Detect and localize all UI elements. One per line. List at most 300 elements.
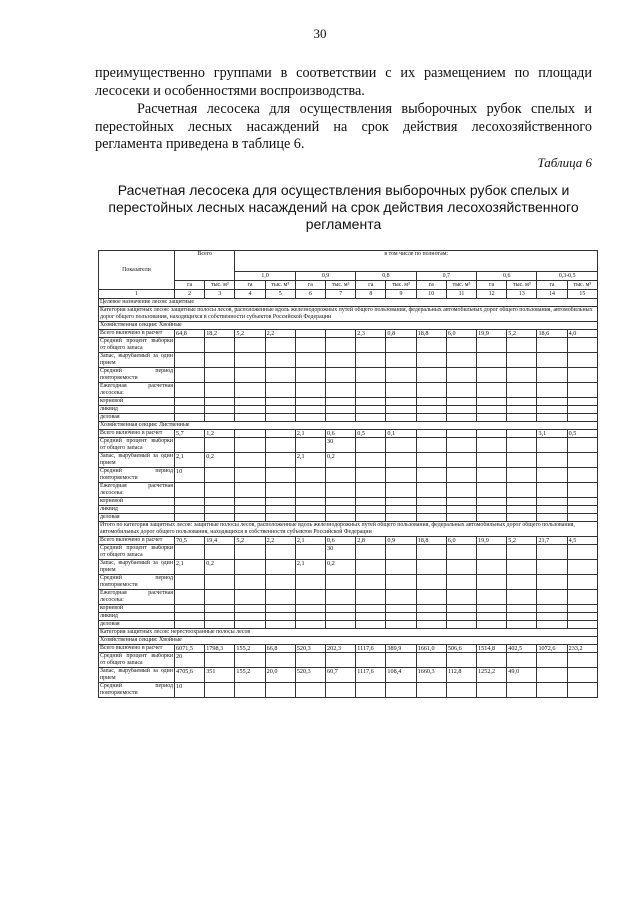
table-cell <box>235 653 265 668</box>
table-cell <box>507 514 537 522</box>
table-cell: 30 <box>326 545 356 560</box>
header-unit: га <box>295 281 325 290</box>
table-cell <box>446 514 476 522</box>
table-cell <box>446 575 476 590</box>
table-cell: 64,8 <box>175 330 205 338</box>
table-cell <box>446 545 476 560</box>
table-row <box>99 575 598 590</box>
table-cell: 18,2 <box>205 330 235 338</box>
table-cell <box>205 383 235 398</box>
table-cell: 19,4 <box>205 537 235 545</box>
table-cell <box>507 683 537 698</box>
table-cell <box>295 438 325 453</box>
table-cell <box>235 590 265 605</box>
table-cell <box>386 621 416 629</box>
table-cell <box>567 438 597 453</box>
table-cell <box>477 414 507 422</box>
table-cell <box>416 545 446 560</box>
table-cell: 6071,5 <box>175 645 205 653</box>
table-cell <box>295 468 325 483</box>
section-label: Хозяйственная секция: Хвойные <box>99 322 598 330</box>
table-section-row <box>99 522 598 537</box>
table-cell: 49,0 <box>507 668 537 683</box>
table-cell <box>567 468 597 483</box>
table-row <box>99 590 598 605</box>
table-cell <box>326 383 356 398</box>
table-cell <box>356 605 386 613</box>
table-cell <box>446 353 476 368</box>
table-cell <box>175 483 205 498</box>
table-cell <box>477 338 507 353</box>
table-cell <box>205 613 235 621</box>
row-label: Запас, вырубаемый за один прием <box>100 453 173 466</box>
table-cell <box>205 590 235 605</box>
table-cell <box>386 560 416 575</box>
table-cell: 4,5 <box>567 537 597 545</box>
table-cell <box>537 438 567 453</box>
table-row <box>99 438 598 453</box>
section-label: Хозяйственная секция: Хвойные <box>99 637 598 645</box>
table-cell: 351 <box>205 668 235 683</box>
table-cell <box>567 398 597 406</box>
table-cell <box>356 621 386 629</box>
table-cell <box>265 468 295 483</box>
table-cell <box>356 575 386 590</box>
table-cell <box>265 590 295 605</box>
table-cell <box>326 368 356 383</box>
section-label: Итого по категория защитных лесов: защитные полосы лесов, расположенные вдоль железнодорожных путей общего пользования, федеральных автомобильных дорог общего пользования, автомобильных дорог общего пользования, находящихся в собственности субъектов Российской Федерации <box>99 522 598 537</box>
table-cell <box>265 353 295 368</box>
row-label: Запас, вырубаемый за один прием <box>100 353 173 366</box>
table-cell <box>416 414 446 422</box>
table-cell <box>356 560 386 575</box>
section-label: Хозяйственная секция: Лиственные <box>99 422 598 430</box>
table-cell <box>175 406 205 414</box>
table-cell: 66,8 <box>265 645 295 653</box>
table-cell <box>446 406 476 414</box>
table-cell <box>416 353 446 368</box>
row-label: ликвид <box>99 406 175 414</box>
table-cell <box>175 506 205 514</box>
table-cell <box>235 406 265 414</box>
table-cell: 0,5 <box>567 430 597 438</box>
table-row <box>99 621 598 629</box>
table-cell <box>326 468 356 483</box>
table-cell <box>386 590 416 605</box>
table-row <box>99 368 598 383</box>
header-density: 0,6 <box>477 272 537 281</box>
table-row <box>99 338 598 353</box>
row-label: Всего включено в расчет <box>99 645 175 653</box>
table-cell <box>356 368 386 383</box>
row-label: Средний период повторяемости <box>100 575 173 588</box>
table-cell: 402,5 <box>507 645 537 653</box>
table-cell <box>477 621 507 629</box>
table-cell: 6,0 <box>446 330 476 338</box>
row-label: деловая <box>99 414 175 422</box>
table-cell <box>416 438 446 453</box>
row-label: Средний процент выборки от общего запаса <box>100 438 173 451</box>
row-label: Средний период повторяемости <box>100 368 173 381</box>
table-cell <box>507 613 537 621</box>
table-cell <box>386 605 416 613</box>
row-label: корневой <box>99 398 175 406</box>
table-cell <box>537 545 567 560</box>
table-cell <box>326 514 356 522</box>
table-cell <box>386 383 416 398</box>
row-label: деловая <box>99 514 175 522</box>
table-cell <box>416 605 446 613</box>
row-label: корневой <box>99 605 175 613</box>
table-cell <box>386 483 416 498</box>
table-cell <box>537 575 567 590</box>
table-cell <box>416 368 446 383</box>
table-cell <box>507 483 537 498</box>
table-cell <box>235 506 265 514</box>
table-cell <box>265 383 295 398</box>
header-by-density: в том числе по полнотам: <box>235 251 598 272</box>
table-cell <box>477 398 507 406</box>
header-column-number: 8 <box>356 290 386 299</box>
table-section-row <box>99 629 598 637</box>
table-cell <box>507 590 537 605</box>
table-cell <box>175 545 205 560</box>
table-cell: 2,1 <box>295 560 325 575</box>
table-cell <box>175 514 205 522</box>
table-cell <box>295 605 325 613</box>
table-cell <box>386 453 416 468</box>
table-cell: 18,8 <box>416 537 446 545</box>
table-row <box>99 406 598 414</box>
table-cell <box>416 590 446 605</box>
section-label: Целевое назначение лесов: защитные <box>99 299 598 307</box>
table-cell <box>537 498 567 506</box>
table-cell <box>235 383 265 398</box>
table-cell <box>386 613 416 621</box>
table-cell: 1,2 <box>205 430 235 438</box>
table-cell <box>235 453 265 468</box>
table-cell <box>295 414 325 422</box>
table-cell <box>567 605 597 613</box>
header-column-number: 6 <box>295 290 325 299</box>
table-cell <box>265 438 295 453</box>
table-cell <box>175 368 205 383</box>
table-cell <box>416 406 446 414</box>
header-indicators: Показатели <box>99 251 175 290</box>
table-cell <box>295 590 325 605</box>
section-label: Категория защитных лесов: нерестоохранные полосы лесов <box>99 629 598 637</box>
table-cell <box>265 483 295 498</box>
table-cell <box>205 545 235 560</box>
table-cell <box>235 414 265 422</box>
table-cell <box>295 545 325 560</box>
table-cell <box>416 683 446 698</box>
row-label: Средний процент выборки от общего запаса <box>100 545 173 558</box>
table-cell <box>386 438 416 453</box>
table-cell <box>356 545 386 560</box>
table-cell: 0,1 <box>386 430 416 438</box>
table-cell: 0,6 <box>326 537 356 545</box>
table-cell <box>567 383 597 398</box>
header-unit: тыс. м³ <box>507 281 537 290</box>
table-cell <box>356 498 386 506</box>
table-row <box>99 668 598 683</box>
table-cell <box>386 653 416 668</box>
table-cell: 2,2 <box>265 537 295 545</box>
table-cell <box>265 406 295 414</box>
row-label: Средний процент выборки от общего запаса <box>100 653 173 666</box>
table-cell <box>416 575 446 590</box>
table-cell: 202,3 <box>326 645 356 653</box>
table-cell <box>235 338 265 353</box>
row-label: Всего включено в расчет <box>99 430 175 438</box>
table-cell <box>235 468 265 483</box>
table-cell <box>567 338 597 353</box>
table-cell: 19,9 <box>477 330 507 338</box>
table-cell <box>567 621 597 629</box>
table-cell <box>507 453 537 468</box>
table-cell: 2,3 <box>356 330 386 338</box>
table-cell <box>326 338 356 353</box>
table-cell: 0,9 <box>386 537 416 545</box>
table-cell: 0,2 <box>326 453 356 468</box>
table-cell: 20 <box>175 653 205 668</box>
table-cell <box>416 560 446 575</box>
table-cell <box>386 468 416 483</box>
table-cell <box>235 483 265 498</box>
header-unit: га <box>235 281 265 290</box>
table-cell <box>235 560 265 575</box>
table-cell <box>507 406 537 414</box>
table-row <box>99 398 598 406</box>
table-cell <box>537 668 567 683</box>
table-row <box>99 613 598 621</box>
table-cell <box>567 613 597 621</box>
table-cell <box>567 406 597 414</box>
table-cell <box>326 414 356 422</box>
table-cell: 18,8 <box>416 330 446 338</box>
table-cell: 2,1 <box>295 537 325 545</box>
header-column-number: 3 <box>205 290 235 299</box>
table-cell <box>175 613 205 621</box>
table-cell <box>507 605 537 613</box>
table-cell <box>295 383 325 398</box>
header-unit: тыс. м³ <box>265 281 295 290</box>
table-cell <box>386 545 416 560</box>
table-cell <box>175 338 205 353</box>
table-cell <box>537 383 567 398</box>
table-cell: 0,2 <box>205 560 235 575</box>
table-cell <box>567 498 597 506</box>
table-cell <box>416 514 446 522</box>
table-cell <box>446 368 476 383</box>
header-density: 0,3-0,5 <box>537 272 598 281</box>
table-cell <box>356 683 386 698</box>
table-cell <box>205 683 235 698</box>
header-unit: га <box>175 281 205 290</box>
header-column-number: 14 <box>537 290 567 299</box>
table-cell <box>537 353 567 368</box>
table-row <box>99 430 598 438</box>
table-cell <box>205 575 235 590</box>
table-cell <box>326 621 356 629</box>
table-cell <box>295 330 325 338</box>
table-cell: 6,0 <box>446 537 476 545</box>
table-cell <box>477 575 507 590</box>
table-cell <box>205 653 235 668</box>
table-cell <box>446 590 476 605</box>
table-section-row <box>99 637 598 645</box>
table-cell <box>446 383 476 398</box>
table-cell <box>265 368 295 383</box>
table-cell <box>567 368 597 383</box>
table-cell <box>537 590 567 605</box>
table-cell <box>265 514 295 522</box>
row-label: ликвид <box>99 613 175 621</box>
table-cell <box>386 338 416 353</box>
table-cell <box>537 483 567 498</box>
table-cell <box>205 338 235 353</box>
table-cell <box>265 545 295 560</box>
table-cell <box>537 506 567 514</box>
table-cell <box>537 468 567 483</box>
header-unit: га <box>477 281 507 290</box>
table-cell <box>295 406 325 414</box>
table-cell <box>567 545 597 560</box>
row-label: ликвид <box>99 506 175 514</box>
table-cell <box>567 653 597 668</box>
table-cell <box>537 414 567 422</box>
table-cell <box>386 498 416 506</box>
table-cell <box>567 668 597 683</box>
table-cell <box>446 613 476 621</box>
table-row <box>99 683 598 698</box>
table-cell <box>507 338 537 353</box>
page-number: 30 <box>313 26 327 41</box>
table-row <box>99 483 598 498</box>
table-cell <box>386 575 416 590</box>
table-cell <box>175 498 205 506</box>
table-cell: 2,1 <box>175 453 205 468</box>
table-cell <box>446 560 476 575</box>
table-cell <box>295 621 325 629</box>
table-cell: 520,3 <box>295 668 325 683</box>
table-cell <box>477 653 507 668</box>
table-cell <box>205 406 235 414</box>
table-cell <box>326 506 356 514</box>
table-cell <box>235 683 265 698</box>
table-cell <box>507 353 537 368</box>
table-cell <box>537 560 567 575</box>
table-cell <box>477 438 507 453</box>
row-label: деловая <box>99 621 175 629</box>
table-cell <box>507 430 537 438</box>
header-unit: тыс. м³ <box>446 281 476 290</box>
table-cell <box>265 575 295 590</box>
table-cell <box>235 575 265 590</box>
table-cell: 0,8 <box>386 330 416 338</box>
table-cell <box>537 514 567 522</box>
section-label: Категория защитных лесов: защитные полосы лесов, расположенные вдоль железнодорожных путей общего пользования, федеральных автомобильных дорог общего пользования, автомобильных дорог общего пользования, находящихся в собственности субъектов Российской Федерации <box>99 307 598 322</box>
table-cell <box>205 398 235 406</box>
table-cell <box>265 430 295 438</box>
table-cell <box>477 483 507 498</box>
row-label: Ежегодная расчетная лесосека: <box>100 483 173 496</box>
table-cell <box>446 605 476 613</box>
table-cell <box>265 398 295 406</box>
table-row <box>99 645 598 653</box>
table-cell <box>265 506 295 514</box>
table-cell <box>326 590 356 605</box>
table-cell <box>507 398 537 406</box>
header-column-number: 11 <box>446 290 476 299</box>
row-label: Запас, вырубаемый за один прием <box>100 560 173 573</box>
table-cell: 5,7 <box>175 430 205 438</box>
table-cell <box>175 621 205 629</box>
header-column-number: 4 <box>235 290 265 299</box>
table-cell <box>265 453 295 468</box>
table-cell <box>356 414 386 422</box>
table-cell <box>477 613 507 621</box>
table-cell <box>416 338 446 353</box>
table-cell <box>567 514 597 522</box>
table-cell <box>537 653 567 668</box>
table-cell: 2,1 <box>295 430 325 438</box>
table-cell: 2,1 <box>175 560 205 575</box>
table-cell <box>205 506 235 514</box>
table-cell <box>416 506 446 514</box>
table-cell <box>416 468 446 483</box>
table-cell <box>386 398 416 406</box>
table-cell <box>537 368 567 383</box>
table-cell <box>416 653 446 668</box>
table-cell: 233,2 <box>567 645 597 653</box>
table-cell <box>386 683 416 698</box>
table-cell <box>265 605 295 613</box>
table-cell <box>477 383 507 398</box>
table-cell <box>416 613 446 621</box>
table-header-row-1 <box>99 251 598 272</box>
table-cell <box>446 398 476 406</box>
table-cell <box>356 653 386 668</box>
table-cell <box>205 353 235 368</box>
table-cell: 108,4 <box>386 668 416 683</box>
table-cell <box>446 414 476 422</box>
table-section-row <box>99 299 598 307</box>
table-cell <box>446 468 476 483</box>
table-cell <box>477 560 507 575</box>
table-cell <box>567 353 597 368</box>
table-cell <box>235 605 265 613</box>
table-cell <box>295 398 325 406</box>
table-cell: 1661,0 <box>416 645 446 653</box>
table-cell: 1072,6 <box>537 645 567 653</box>
table-cell <box>537 613 567 621</box>
row-label: Запас, вырубаемый за один прием <box>100 668 173 681</box>
table-cell <box>265 683 295 698</box>
table-cell <box>295 353 325 368</box>
table-cell <box>326 613 356 621</box>
table-cell <box>507 621 537 629</box>
table-cell <box>507 506 537 514</box>
table-row <box>99 353 598 368</box>
table-cell <box>537 406 567 414</box>
table-cell <box>205 621 235 629</box>
table-cell <box>446 506 476 514</box>
table-cell <box>175 590 205 605</box>
table-cell: 1514,8 <box>477 645 507 653</box>
table-cell <box>295 506 325 514</box>
